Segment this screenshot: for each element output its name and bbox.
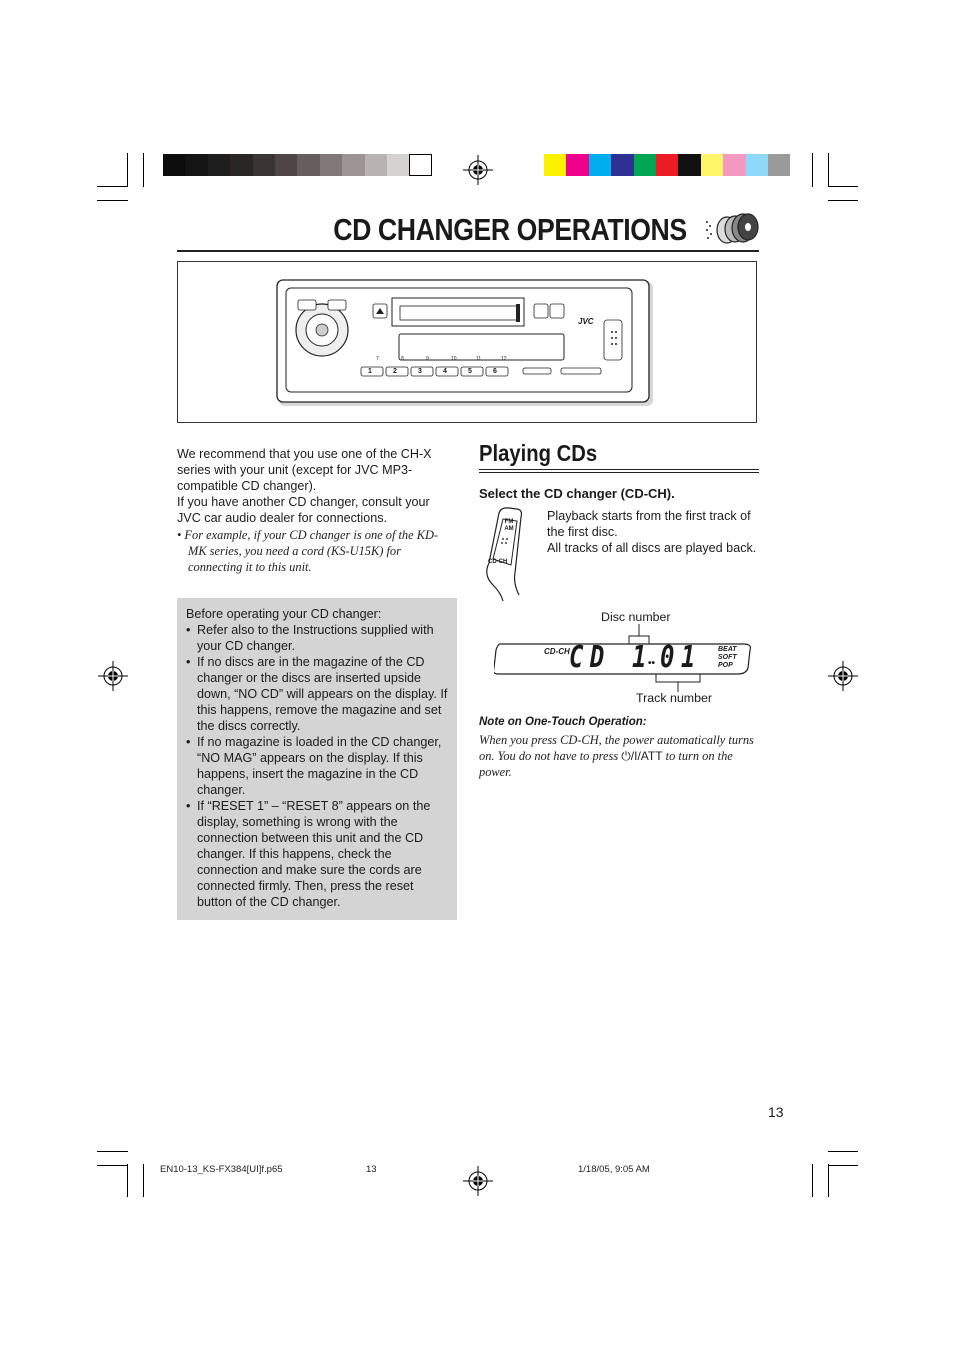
- lcd-mode-pop: POP: [718, 662, 733, 669]
- device-upper-number: 11: [476, 356, 482, 362]
- gray-swatch: [253, 154, 275, 176]
- gray-swatch: [208, 154, 230, 176]
- section-rule: [479, 472, 759, 473]
- intro-paragraph: If you have another CD changer, consult your JVC car audio dealer for connections.: [177, 495, 430, 525]
- gray-swatch: [365, 154, 387, 176]
- lcd-separator: ••: [648, 658, 656, 669]
- color-swatch: [634, 154, 656, 176]
- lcd-sound-modes: [718, 646, 737, 670]
- registration-mark-icon: [463, 1166, 493, 1196]
- color-swatch: [566, 154, 588, 176]
- device-illustration-frame: [177, 261, 757, 423]
- color-swatch: [678, 154, 700, 176]
- color-swatch: [768, 154, 790, 176]
- color-swatch: [723, 154, 745, 176]
- section-heading: Playing CDs: [479, 440, 598, 466]
- power-att-symbol: ⏻/I/ATT: [621, 749, 663, 763]
- device-preset-label: 3: [418, 368, 422, 375]
- device-brand-logo: JVC: [578, 317, 594, 326]
- section-rule: [479, 469, 759, 470]
- fm-am-button-label: FM AM: [504, 519, 514, 532]
- lcd-track-number: 01: [660, 640, 702, 675]
- crop-mark: [812, 1164, 813, 1197]
- track-number-label: Track number: [636, 691, 712, 705]
- disc-number-label: Disc number: [601, 610, 671, 624]
- crop-mark: [97, 186, 128, 187]
- crop-mark: [143, 1164, 144, 1197]
- crop-mark: [828, 200, 858, 201]
- lcd-source-indicator: CD-CH: [544, 647, 570, 656]
- page-title: CD CHANGER OPERATIONS: [333, 212, 687, 247]
- color-swatch: [589, 154, 611, 176]
- cd-stack-icon: [703, 212, 759, 244]
- device-preset-label: 1: [368, 368, 372, 375]
- cd-ch-button-label: CD-CH: [488, 559, 508, 565]
- device-upper-number: 7: [376, 356, 379, 362]
- gray-swatch: [320, 154, 342, 176]
- caution-list: [186, 622, 450, 910]
- gray-swatch: [409, 154, 431, 176]
- color-swatch: [611, 154, 633, 176]
- registration-mark-icon: [98, 661, 128, 691]
- caution-box: [177, 598, 457, 920]
- lcd-mode-soft: SOFT: [718, 654, 737, 661]
- caution-lead: Before operating your CD changer:: [186, 607, 382, 621]
- caution-item: • If “RESET 1” – “RESET 8” appears on the display, something is wrong with the connection between this unit and the CD changer. If this happens, check the connection and make sure the cords are connected firmly. Then, press the reset button of the CD changer.: [186, 798, 450, 910]
- registration-mark-icon: [463, 155, 493, 185]
- intro-paragraph: We recommend that you use one of the CH-X series with your unit (except for JVC MP3-compatible CD changer).: [177, 447, 432, 493]
- finger-press-illustration: [479, 503, 545, 603]
- gray-swatch: [185, 154, 207, 176]
- caution-item: • Refer also to the Instructions supplied with your CD changer.: [186, 622, 450, 654]
- caution-item: • If no magazine is loaded in the CD changer, “NO MAG” appears on the display. If this happens, insert the magazine in the CD changer.: [186, 734, 450, 798]
- step-title: Select the CD changer (CD-CH).: [479, 486, 675, 501]
- crop-mark: [127, 1164, 128, 1197]
- footer-date: 1/18/05, 9:05 AM: [578, 1164, 650, 1175]
- intro-example-note: • For example, if your CD changer is one of the KD-MK series, you need a cord (KS-U15K) for connecting it to this unit.: [177, 528, 439, 574]
- lcd-display-illustration: [494, 624, 754, 694]
- color-swatch: [746, 154, 768, 176]
- device-upper-number: 9: [426, 356, 429, 362]
- device-preset-label: 4: [443, 368, 447, 375]
- registration-mark-icon: [828, 661, 858, 691]
- crop-mark: [97, 1165, 128, 1166]
- crop-mark: [143, 153, 144, 187]
- caution-item: • If no discs are in the magazine of the CD changer or the discs are inserted upside down, “NO CD” will appears on the display. If this happens, remove the magazine and set the discs correctly.: [186, 654, 450, 734]
- crop-mark: [97, 200, 128, 201]
- color-swatch: [656, 154, 678, 176]
- step-description-line: Playback starts from the first track of the first disc.: [547, 509, 751, 539]
- device-preset-label: 5: [468, 368, 472, 375]
- footer-filename: EN10-13_KS-FX384[UI]f.p65: [160, 1164, 283, 1175]
- device-upper-number: 10: [451, 356, 457, 362]
- note-body-text: When you press CD-CH, the power automatically turns on. You do not have to press: [479, 733, 754, 763]
- crop-mark: [127, 153, 128, 187]
- gray-swatch: [275, 154, 297, 176]
- color-swatch: [544, 154, 566, 176]
- gray-swatch: [342, 154, 364, 176]
- gray-swatch: [297, 154, 319, 176]
- gray-swatch: [387, 154, 409, 176]
- car-stereo-illustration: [178, 262, 755, 421]
- color-swatch: [701, 154, 723, 176]
- crop-mark: [828, 186, 858, 187]
- crop-mark: [828, 1151, 858, 1152]
- gray-swatch: [230, 154, 252, 176]
- crop-mark: [97, 1151, 128, 1152]
- lcd-main-text: CD: [569, 640, 611, 675]
- crop-mark: [828, 1165, 858, 1166]
- page-number: 13: [768, 1104, 784, 1120]
- device-upper-number: 8: [401, 356, 404, 362]
- step-description-line: All tracks of all discs are played back.: [547, 541, 757, 555]
- crop-mark: [828, 153, 829, 187]
- note-title: Note on One-Touch Operation:: [479, 716, 647, 728]
- lcd-disc-number: 1: [632, 640, 647, 675]
- crop-mark: [828, 1164, 829, 1197]
- device-preset-label: 2: [393, 368, 397, 375]
- footer-page: 13: [366, 1164, 377, 1175]
- title-rule: [177, 250, 759, 252]
- device-upper-number: 12: [501, 356, 507, 362]
- crop-mark: [812, 153, 813, 187]
- note-body-text: to turn on the power.: [479, 749, 733, 779]
- step-description: [547, 508, 759, 556]
- intro-text: [177, 446, 447, 575]
- device-preset-label: 6: [493, 368, 497, 375]
- gray-swatch: [163, 154, 185, 176]
- note-body: [479, 732, 761, 780]
- lcd-mode-beat: BEAT: [718, 646, 737, 653]
